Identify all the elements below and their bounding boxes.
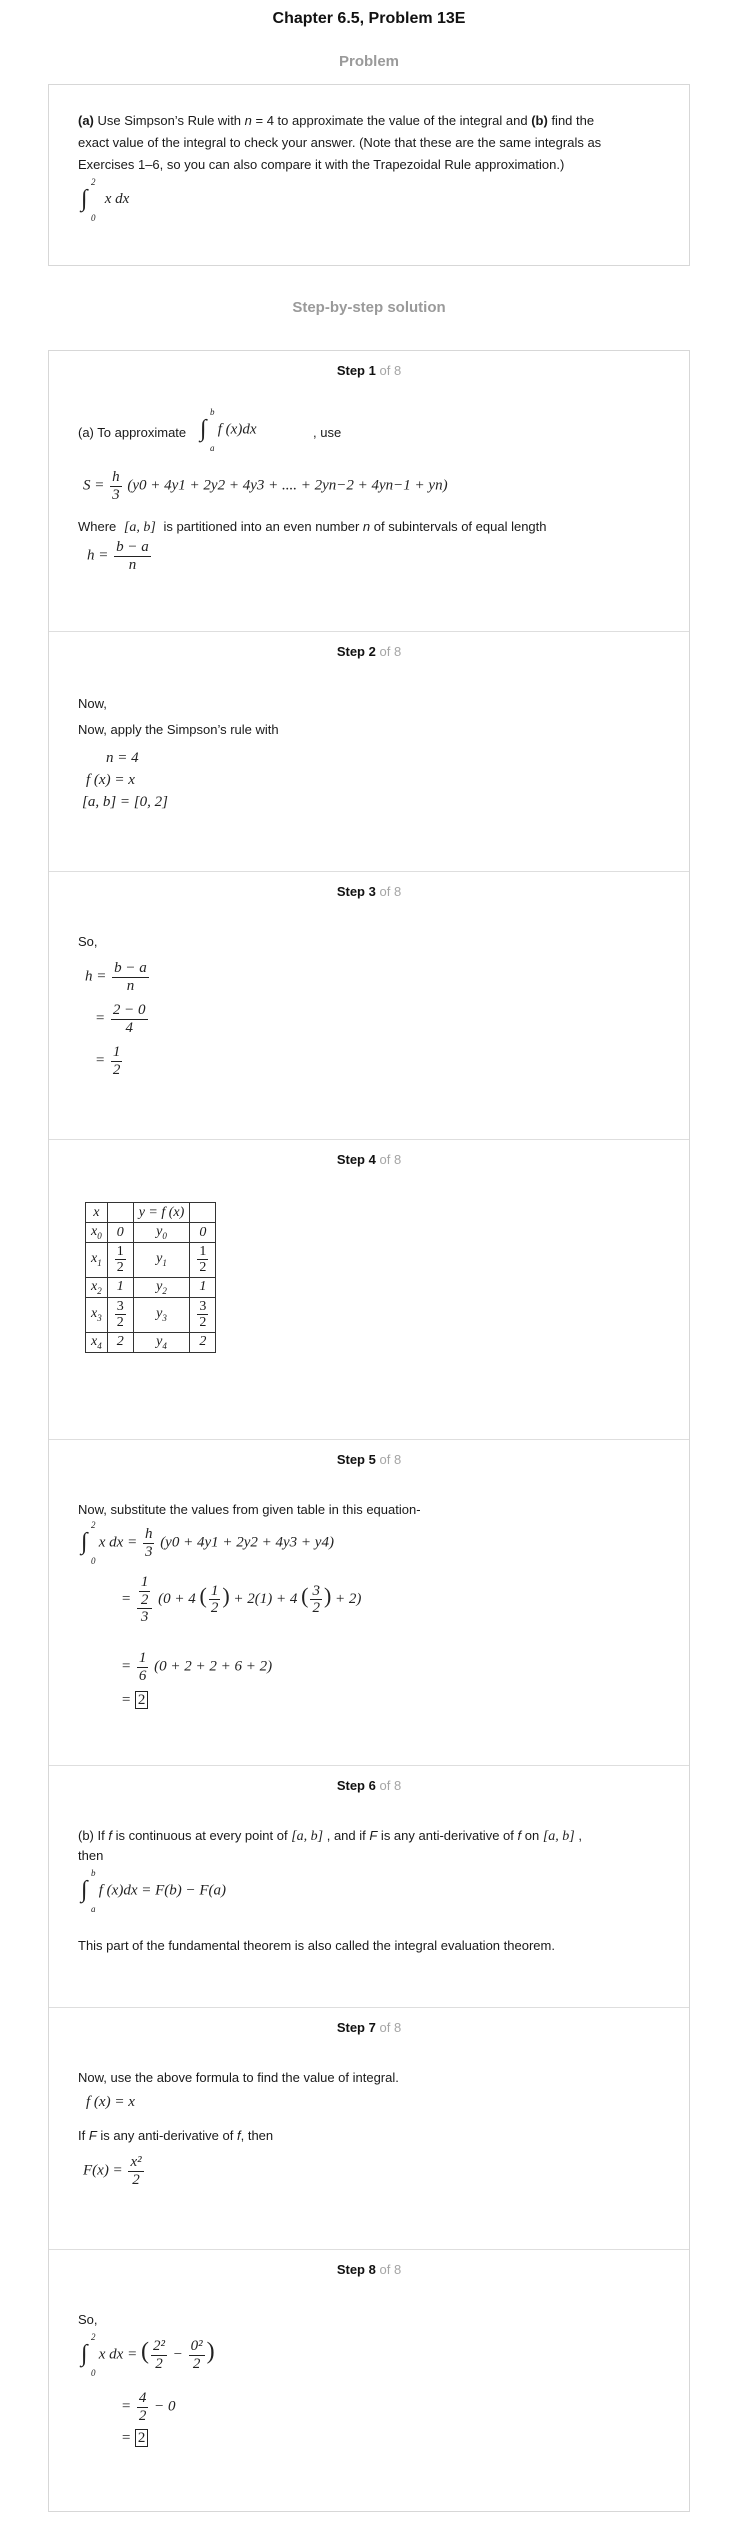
values-table [85,1202,216,1353]
step-5: Step 5 of 8 Now, substitute the values from given table in this equation- ∫ 2 0 x dx = $\frac{h}{3}$ (y0 + 4y1 + 2y2 + 4y3 + y4) = $\frac{\frac{1}{2}}{3}$ (0 + 4 ( $\frac{1}{2}$ ) + 2(1) + 4 ( $\frac{3}{2}$ ) + 2) = $\frac{1}{6}$ (0 + 2 + 2 + 6 + 2) = 2 [49,1439,689,1765]
table-cell: $\frac{1}{2}$ [107,1243,133,1278]
integral-sign-icon: ∫ b a [200,407,215,453]
h-derivation: h = $\frac{b - a}{n}$ [85,960,147,994]
step-8: Step 8 of 8 So, ∫ 2 0 x dx = ( $\frac{\text{2²}}{2}$ − $\frac{\text{0²}}{2}$ ) = $\frac{4}{2}$ − 0 = 2 [49,2249,689,2513]
table-header-cell [107,1203,133,1223]
problem-integral: ∫ 2 0 x dx [81,177,130,223]
simpson-formula: S = $\frac{h}{3}$ (y0 + 4y1 + 2y2 + 4y3 + .... + 2yn−2 + 4yn−1 + yn) [83,469,448,503]
table-cell: $\frac{1}{2}$ [190,1243,216,1278]
step-7: Step 7 of 8 Now, use the above formula to find the value of integral. f (x) = x If F is any anti-derivative of f, then F(x) = $\frac{\text{x²}}{2}$ [49,2007,689,2249]
step-6: Step 6 of 8 (b) If f is continuous at every point of [a, b] , and if F is any anti-derivative of f on [a, b] , then ∫ b a f (x)dx = F(b) − F(a) This part of the fundamental theorem is also called the integral evaluation theorem. [49,1765,689,2007]
step-1-approx-text: (a) To approximate [78,425,187,440]
step-1-where: Where [a, b] is partitioned into an even number n of subintervals of equal length [78,519,547,535]
step-8-header: Step 8 of 8 [336,2262,402,2277]
table-row [86,1277,216,1297]
table-cell: $x_4$ [86,1332,108,1352]
problem-line-1: (a) Use Simpson’s Rule with n = 4 to approximate the value of the integral and (b) find the [78,113,595,128]
final-evaluation: ∫ 2 0 x dx = ( $\frac{\text{2²}}{2}$ − $\frac{\text{0²}}{2}$ ) [81,2332,215,2378]
problem-heading: Problem [338,53,399,70]
step-4-header: Step 4 of 8 [336,1152,402,1167]
integral-sign-icon: ∫ 2 0 [81,2332,96,2378]
table-header-cell: x [86,1203,108,1223]
table-row [86,1297,216,1332]
ftc-formula: ∫ b a f (x)dx = F(b) − F(a) [81,1868,227,1914]
integral-sign-icon: ∫ 2 0 [81,1520,96,1566]
table-cell: $y_4$ [133,1332,190,1352]
table-cell: $y_3$ [133,1297,190,1332]
step-7-antiderivative-text: If F is any anti-derivative of f, then [78,2128,274,2143]
table-row [86,1332,216,1352]
step-1-header: Step 1 of 8 [336,363,402,378]
step-2-header: Step 2 of 8 [336,644,402,659]
step-6-statement: (b) If f is continuous at every point of [a, b] , and if F is any anti-derivative of f on [a, b] , [78,1828,582,1844]
table-cell: 1 [107,1277,133,1297]
step-5-header: Step 5 of 8 [336,1452,402,1467]
simpson-substitution: ∫ 2 0 x dx = $\frac{h}{3}$ (y0 + 4y1 + 2y2 + 4y3 + y4) [81,1520,334,1566]
table-cell: 2 [190,1332,216,1352]
table-cell: $x_3$ [86,1297,108,1332]
table-row [86,1223,216,1243]
step-6-header: Step 6 of 8 [336,1778,402,1793]
integral-sign-icon: ∫ b a [81,1868,96,1914]
step-1: Step 1 of 8 (a) To approximate ∫ b a f (x)dx , use S = $\frac{h}{3}$ (y0 + 4y1 + 2y2 + 4y3 + .... + 2yn−2 + 4yn−1 + yn) Where [a, b] is partitioned into an even number n of subintervals of equal length h = $\frac{b - a}{n}$ [49,351,689,631]
problem-box [48,84,690,266]
part-a-label: (a) [78,113,94,128]
step-2: Step 2 of 8 Now, Now, apply the Simpson’s rule with n = 4 f (x) = x [a, b] = [0, 2] [49,631,689,871]
page-title: Chapter 6.5, Problem 13E [272,10,466,27]
table-row [86,1243,216,1278]
table-cell: 1 [190,1277,216,1297]
step-3-header: Step 3 of 8 [336,884,402,899]
table-cell: $\frac{3}{2}$ [107,1297,133,1332]
problem-line-3: Exercises 1–6, so you can also compare it with the Trapezoidal Rule approximation.) [78,157,565,172]
table-cell: $y_0$ [133,1223,190,1243]
table-cell: 2 [107,1332,133,1352]
table-cell: $x_1$ [86,1243,108,1278]
integral-sign-icon: ∫ 2 0 [81,177,96,223]
table-cell: 0 [190,1223,216,1243]
solution-box [48,350,690,2512]
table-cell: $\frac{3}{2}$ [190,1297,216,1332]
table-cell: $y_2$ [133,1277,190,1297]
solution-heading: Step-by-step solution [292,299,446,316]
table-cell: $y_1$ [133,1243,190,1278]
step-4 [49,1139,689,1439]
table-cell: 0 [107,1223,133,1243]
problem-line-2: exact value of the integral to check your answer. (Note that these are the same integrals as [78,135,602,150]
table-header-row [86,1203,216,1223]
h-formula: h = $\frac{b - a}{n}$ [87,539,149,573]
step-3: Step 3 of 8 So, h = $\frac{b - a}{n}$ = $\frac{2 - 0}{4}$ = $\frac{1}{2}$ [49,871,689,1139]
part-b-label: (b) [531,113,548,128]
step-7-header: Step 7 of 8 [336,2020,402,2035]
step-1-integral: ∫ b a f (x)dx [200,407,257,453]
table-header-cell [190,1203,216,1223]
step-8-result: = 2 [121,2430,148,2447]
step-5-result: = 2 [121,1692,148,1709]
table-header-cell: y = f (x) [133,1203,190,1223]
antiderivative-formula: F(x) = $\frac{\text{x²}}{2}$ [83,2154,142,2188]
table-cell: $x_0$ [86,1223,108,1243]
table-cell: $x_2$ [86,1277,108,1297]
